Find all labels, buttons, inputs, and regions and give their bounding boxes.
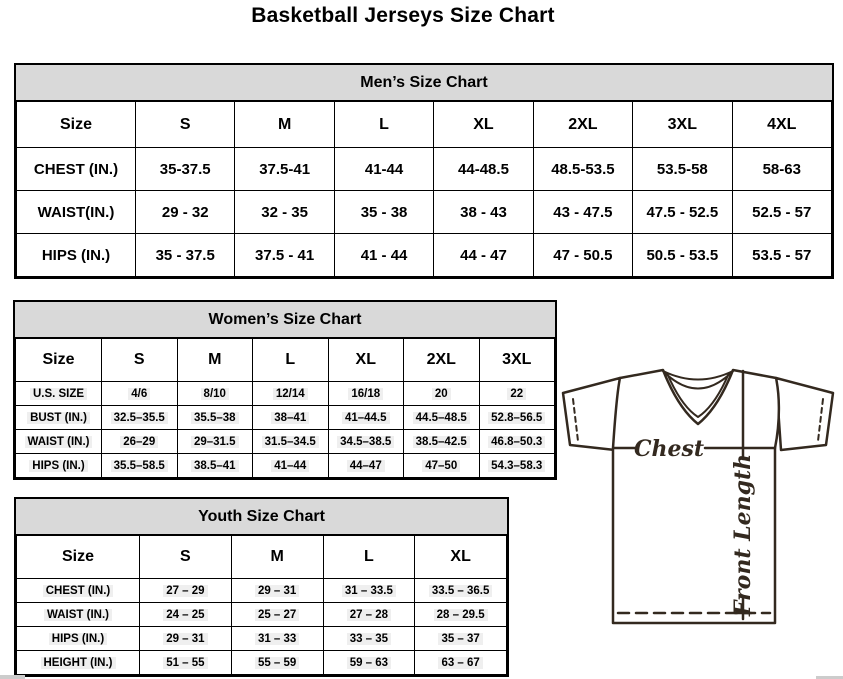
- size-column-header: 2XL: [404, 339, 480, 382]
- mens-chart-title: Men’s Size Chart: [16, 65, 832, 101]
- measurement-value-cell: [415, 603, 507, 627]
- measurement-value-cell-text: 55 – 59: [255, 657, 299, 669]
- measurement-row-label: [16, 382, 102, 406]
- measurement-value-cell: 37.5-41: [235, 148, 334, 191]
- measurement-value-cell: [479, 406, 555, 430]
- measurement-value-cell-text: 29 – 31: [163, 633, 207, 645]
- size-column-header: L: [334, 102, 433, 148]
- measurement-value-cell-text: 41–44: [271, 460, 309, 472]
- measurement-value-cell: 58-63: [732, 148, 831, 191]
- measurement-value-cell-text: 35.5–58.5: [111, 460, 168, 472]
- measurement-value-cell: [323, 651, 415, 675]
- measurement-row-label: [16, 406, 102, 430]
- measurement-value-cell-text: 4/6: [128, 388, 150, 400]
- measurement-value-cell: [328, 430, 404, 454]
- table-row: [17, 234, 832, 277]
- measurement-value-cell-text: 8/10: [201, 388, 229, 400]
- measurement-value-cell-text: 29–31.5: [191, 436, 239, 448]
- measurement-row-label: [17, 651, 140, 675]
- size-column-header: XL: [415, 536, 507, 579]
- measurement-value-cell: [102, 406, 178, 430]
- measurement-row-label: CHEST (IN.): [17, 148, 136, 191]
- youth-size-table: [16, 535, 507, 675]
- measurement-value-cell-text: 33.5 – 36.5: [429, 585, 493, 597]
- youth-chart-title: Youth Size Chart: [16, 499, 507, 535]
- measurement-value-cell: 50.5 - 53.5: [633, 234, 732, 277]
- measurement-row-label: HIPS (IN.): [17, 234, 136, 277]
- measurement-value-cell: 47.5 - 52.5: [633, 191, 732, 234]
- mens-size-table: [16, 101, 832, 277]
- horizontal-scrollbar-left[interactable]: [0, 675, 25, 679]
- measurement-value-cell: 35 - 38: [334, 191, 433, 234]
- measurement-value-cell-text: 51 – 55: [163, 657, 207, 669]
- jersey-left-sleeve: [563, 378, 620, 450]
- page-title: Basketball Jerseys Size Chart: [251, 4, 555, 27]
- measurement-row-label: [17, 627, 140, 651]
- measurement-value-cell-text: 25 – 27: [255, 609, 299, 621]
- mens-size-chart: [14, 63, 834, 279]
- table-row: [16, 406, 555, 430]
- size-column-header: 4XL: [732, 102, 831, 148]
- measurement-value-cell-text: 38.5–42.5: [413, 436, 470, 448]
- measurement-value-cell-text: 44–47: [347, 460, 385, 472]
- measurement-value-cell-text: 35.5–38: [191, 412, 239, 424]
- measurement-value-cell-text: 20: [432, 388, 451, 400]
- measurement-value-cell: [140, 651, 232, 675]
- measurement-value-cell-text: 35 – 37: [438, 633, 482, 645]
- measurement-row-label: [16, 430, 102, 454]
- measurement-value-cell: [177, 454, 253, 478]
- measurement-value-cell: 52.5 - 57: [732, 191, 831, 234]
- size-column-header: XL: [328, 339, 404, 382]
- measurement-value-cell: [323, 603, 415, 627]
- size-column-header: S: [136, 102, 235, 148]
- measurement-row-label: [16, 454, 102, 478]
- measurement-row-label-text: WAIST (IN.): [25, 436, 93, 448]
- table-row: [16, 430, 555, 454]
- measurement-value-cell: 53.5 - 57: [732, 234, 831, 277]
- measurement-value-cell: [253, 382, 329, 406]
- measurement-value-cell: [404, 430, 480, 454]
- measurement-value-cell: [328, 382, 404, 406]
- measurement-value-cell-text: 26–29: [120, 436, 158, 448]
- measurement-value-cell-text: 24 – 25: [163, 609, 207, 621]
- size-column-header: S: [102, 339, 178, 382]
- measurement-row-label-text: BUST (IN.): [27, 412, 90, 424]
- measurement-value-cell-text: 31 – 33.5: [342, 585, 396, 597]
- youth-size-chart: [14, 497, 509, 677]
- measurement-value-cell: [415, 579, 507, 603]
- measurement-value-cell: [231, 651, 323, 675]
- measurement-value-cell: 35-37.5: [136, 148, 235, 191]
- size-column-header: L: [253, 339, 329, 382]
- measurement-value-cell-text: 22: [507, 388, 526, 400]
- measurement-value-cell-text: 54.3–58.3: [488, 460, 545, 472]
- measurement-value-cell: [231, 627, 323, 651]
- measurement-value-cell: 53.5-58: [633, 148, 732, 191]
- measurement-value-cell: [177, 406, 253, 430]
- measurement-value-cell: [231, 603, 323, 627]
- measurement-value-cell: [479, 454, 555, 478]
- measurement-row-label-text: HIPS (IN.): [49, 633, 107, 645]
- measurement-value-cell: [102, 454, 178, 478]
- measurement-value-cell: [479, 430, 555, 454]
- size-column-header: XL: [434, 102, 533, 148]
- size-label-cell: Size: [16, 339, 102, 382]
- size-header-row: [17, 536, 507, 579]
- measurement-value-cell: [479, 382, 555, 406]
- size-column-header: M: [231, 536, 323, 579]
- measurement-value-cell-text: 31 – 33: [255, 633, 299, 645]
- measurement-value-cell: [415, 627, 507, 651]
- measurement-value-cell: 29 - 32: [136, 191, 235, 234]
- measurement-value-cell-text: 38.5–41: [191, 460, 239, 472]
- measurement-row-label-text: CHEST (IN.): [43, 585, 114, 597]
- measurement-value-cell-text: 12/14: [273, 388, 308, 400]
- jersey-right-sleeve: [776, 378, 833, 450]
- measurement-row-label-text: HEIGHT (IN.): [41, 657, 116, 669]
- measurement-value-cell: [404, 382, 480, 406]
- measurement-value-cell: 41 - 44: [334, 234, 433, 277]
- table-row: [17, 579, 507, 603]
- table-row: [17, 627, 507, 651]
- measurement-value-cell: 41-44: [334, 148, 433, 191]
- measurement-value-cell: [253, 430, 329, 454]
- jersey-collar-back-arc: [663, 371, 733, 380]
- womens-chart-title: Women’s Size Chart: [15, 302, 555, 338]
- measurement-value-cell: [328, 454, 404, 478]
- measurement-row-label: [17, 579, 140, 603]
- measurement-row-label-text: WAIST (IN.): [44, 609, 112, 621]
- measurement-value-cell: [177, 430, 253, 454]
- measurement-row-label: [17, 603, 140, 627]
- measurement-row-label-text: HIPS (IN.): [29, 460, 87, 472]
- chest-label: Chest: [633, 436, 705, 462]
- measurement-value-cell: [140, 627, 232, 651]
- size-column-header: 3XL: [479, 339, 555, 382]
- measurement-value-cell: 43 - 47.5: [533, 191, 632, 234]
- measurement-value-cell-text: 38–41: [271, 412, 309, 424]
- measurement-value-cell-text: 33 – 35: [347, 633, 391, 645]
- measurement-value-cell: [323, 579, 415, 603]
- measurement-value-cell: [253, 454, 329, 478]
- measurement-value-cell-text: 34.5–38.5: [337, 436, 394, 448]
- size-label-cell: Size: [17, 536, 140, 579]
- measurement-value-cell: [177, 382, 253, 406]
- measurement-value-cell: 37.5 - 41: [235, 234, 334, 277]
- measurement-value-cell: 44-48.5: [434, 148, 533, 191]
- measurement-value-cell: [102, 430, 178, 454]
- table-row: [16, 382, 555, 406]
- womens-size-chart: [13, 300, 557, 480]
- size-column-header: L: [323, 536, 415, 579]
- size-label-cell: Size: [17, 102, 136, 148]
- measurement-value-cell-text: 46.8–50.3: [488, 436, 545, 448]
- size-column-header: M: [177, 339, 253, 382]
- measurement-value-cell: 48.5-53.5: [533, 148, 632, 191]
- measurement-row-label: WAIST(IN.): [17, 191, 136, 234]
- measurement-value-cell: [328, 406, 404, 430]
- measurement-value-cell: [404, 406, 480, 430]
- table-row: [17, 651, 507, 675]
- measurement-value-cell-text: 32.5–35.5: [111, 412, 168, 424]
- measurement-value-cell: 44 - 47: [434, 234, 533, 277]
- measurement-value-cell-text: 59 – 63: [347, 657, 391, 669]
- measurement-value-cell-text: 16/18: [348, 388, 383, 400]
- measurement-value-cell: [404, 454, 480, 478]
- measurement-value-cell: [140, 579, 232, 603]
- size-column-header: 3XL: [633, 102, 732, 148]
- measurement-value-cell: 38 - 43: [434, 191, 533, 234]
- measurement-value-cell: [102, 382, 178, 406]
- measurement-value-cell: [323, 627, 415, 651]
- table-row: [17, 148, 832, 191]
- size-column-header: M: [235, 102, 334, 148]
- measurement-value-cell: 32 - 35: [235, 191, 334, 234]
- measurement-value-cell: [140, 603, 232, 627]
- measurement-value-cell-text: 27 – 28: [347, 609, 391, 621]
- measurement-row-label-text: U.S. SIZE: [30, 388, 87, 400]
- measurement-value-cell-text: 27 – 29: [163, 585, 207, 597]
- table-row: [17, 603, 507, 627]
- table-row: [16, 454, 555, 478]
- measurement-value-cell-text: 31.5–34.5: [262, 436, 319, 448]
- measurement-value-cell: [415, 651, 507, 675]
- measurement-value-cell-text: 47–50: [422, 460, 460, 472]
- jersey-measurement-diagram: [558, 362, 840, 658]
- measurement-value-cell: [231, 579, 323, 603]
- size-column-header: 2XL: [533, 102, 632, 148]
- womens-size-table: [15, 338, 555, 478]
- measurement-value-cell-text: 28 – 29.5: [434, 609, 488, 621]
- measurement-value-cell-text: 63 – 67: [438, 657, 482, 669]
- front-length-label: Front Length: [730, 453, 756, 617]
- table-row: [17, 191, 832, 234]
- measurement-value-cell-text: 29 – 31: [255, 585, 299, 597]
- measurement-value-cell-text: 44.5–48.5: [413, 412, 470, 424]
- size-header-row: [17, 102, 832, 148]
- measurement-value-cell-text: 41–44.5: [342, 412, 390, 424]
- measurement-value-cell: 35 - 37.5: [136, 234, 235, 277]
- measurement-value-cell-text: 52.8–56.5: [488, 412, 545, 424]
- measurement-value-cell: [253, 406, 329, 430]
- size-column-header: S: [140, 536, 232, 579]
- size-header-row: [16, 339, 555, 382]
- measurement-value-cell: 47 - 50.5: [533, 234, 632, 277]
